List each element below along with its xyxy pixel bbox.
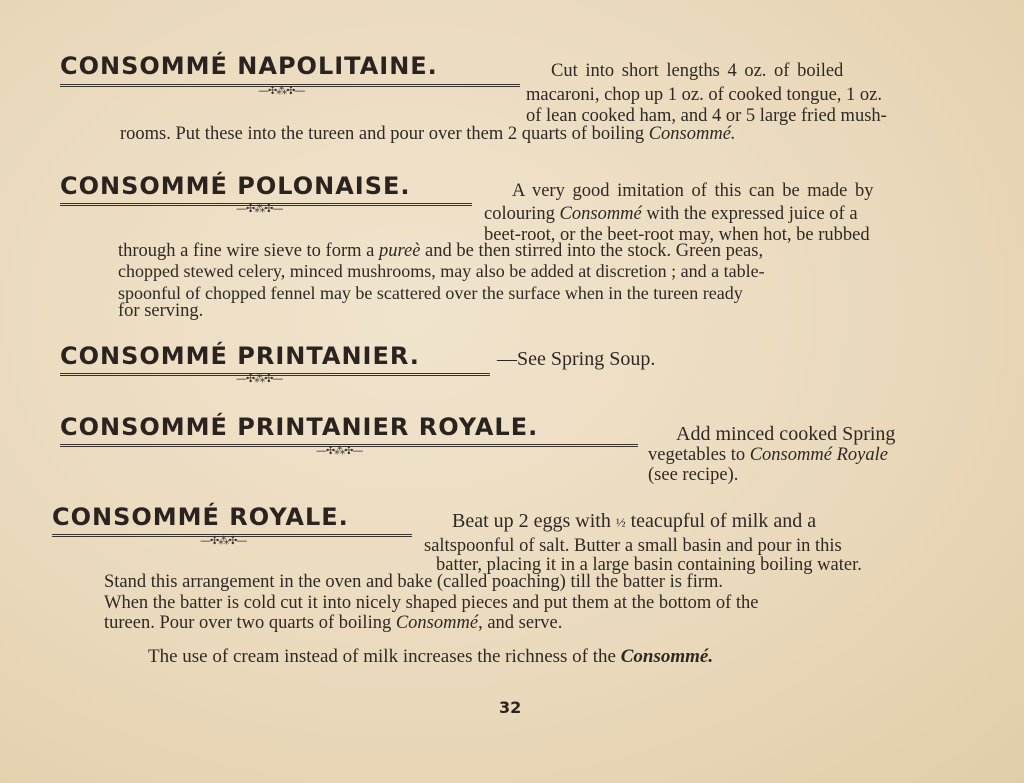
ornament: —✣⁂✣— bbox=[236, 202, 283, 215]
ornament: —✣⁂✣— bbox=[316, 444, 363, 457]
page-number: 32 bbox=[499, 698, 522, 717]
text-line: saltspoonful of salt. Butter a small basin and pour in this bbox=[424, 536, 842, 556]
text-line: (see recipe). bbox=[648, 465, 739, 485]
footnote: The use of cream instead of milk increases the richness of the Consommé. bbox=[148, 646, 714, 667]
text-line: for serving. bbox=[118, 301, 204, 321]
heading-polonaise: CONSOMMÉ POLONAISE. bbox=[60, 172, 411, 200]
heading-printanier-royale: CONSOMMÉ PRINTANIER ROYALE. bbox=[60, 413, 539, 441]
text-line: tureen. Pour over two quarts of boiling Consommé, and serve. bbox=[104, 613, 563, 633]
ornament: —✣⁂✣— bbox=[200, 534, 247, 547]
text-line: batter, placing it in a large basin containing boiling water. bbox=[436, 555, 862, 575]
text-line: of lean cooked ham, and 4 or 5 large fried mush- bbox=[526, 106, 887, 126]
text-line: through a fine wire sieve to form a pureè and be then stirred into the stock. Green peas, bbox=[118, 241, 764, 261]
text-line: spoonful of chopped fennel may be scattered over the surface when in the tureen ready bbox=[118, 283, 743, 303]
text-line: Add minced cooked Spring bbox=[676, 423, 896, 445]
text-line: A very good imitation of this can be made by bbox=[512, 181, 874, 201]
heading-royale: CONSOMMÉ ROYALE. bbox=[52, 503, 349, 531]
text-line: When the batter is cold cut it into nicely shaped pieces and put them at the bottom of the bbox=[104, 593, 759, 613]
text-line: —See Spring Soup. bbox=[497, 348, 656, 370]
heading-napolitaine: CONSOMMÉ NAPOLITAINE. bbox=[60, 52, 438, 80]
ornament: —✣⁂✣— bbox=[236, 372, 283, 385]
ornament: —✣⁂✣— bbox=[258, 84, 305, 97]
text-line: vegetables to Consommé Royale bbox=[648, 445, 888, 465]
text-line: Cut into short lengths 4 oz. of boiled bbox=[551, 61, 844, 81]
text-line: colouring Consommé with the expressed juice of a bbox=[484, 204, 858, 224]
text-line: Beat up 2 eggs with ½ teacupful of milk and a bbox=[452, 510, 817, 532]
text-line: beet-root, or the beet-root may, when hot, be rubbed bbox=[484, 225, 870, 245]
text-line: chopped stewed celery, minced mushrooms, may also be added at discretion ; and a table- bbox=[118, 261, 765, 281]
heading-printanier: CONSOMMÉ PRINTANIER. bbox=[60, 342, 420, 370]
text-line: Stand this arrangement in the oven and bake (called poaching) till the batter is firm. bbox=[104, 572, 724, 592]
text-line: macaroni, chop up 1 oz. of cooked tongue, 1 oz. bbox=[526, 85, 883, 105]
text-line: rooms. Put these into the tureen and pour over them 2 quarts of boiling Consommé. bbox=[120, 124, 736, 144]
